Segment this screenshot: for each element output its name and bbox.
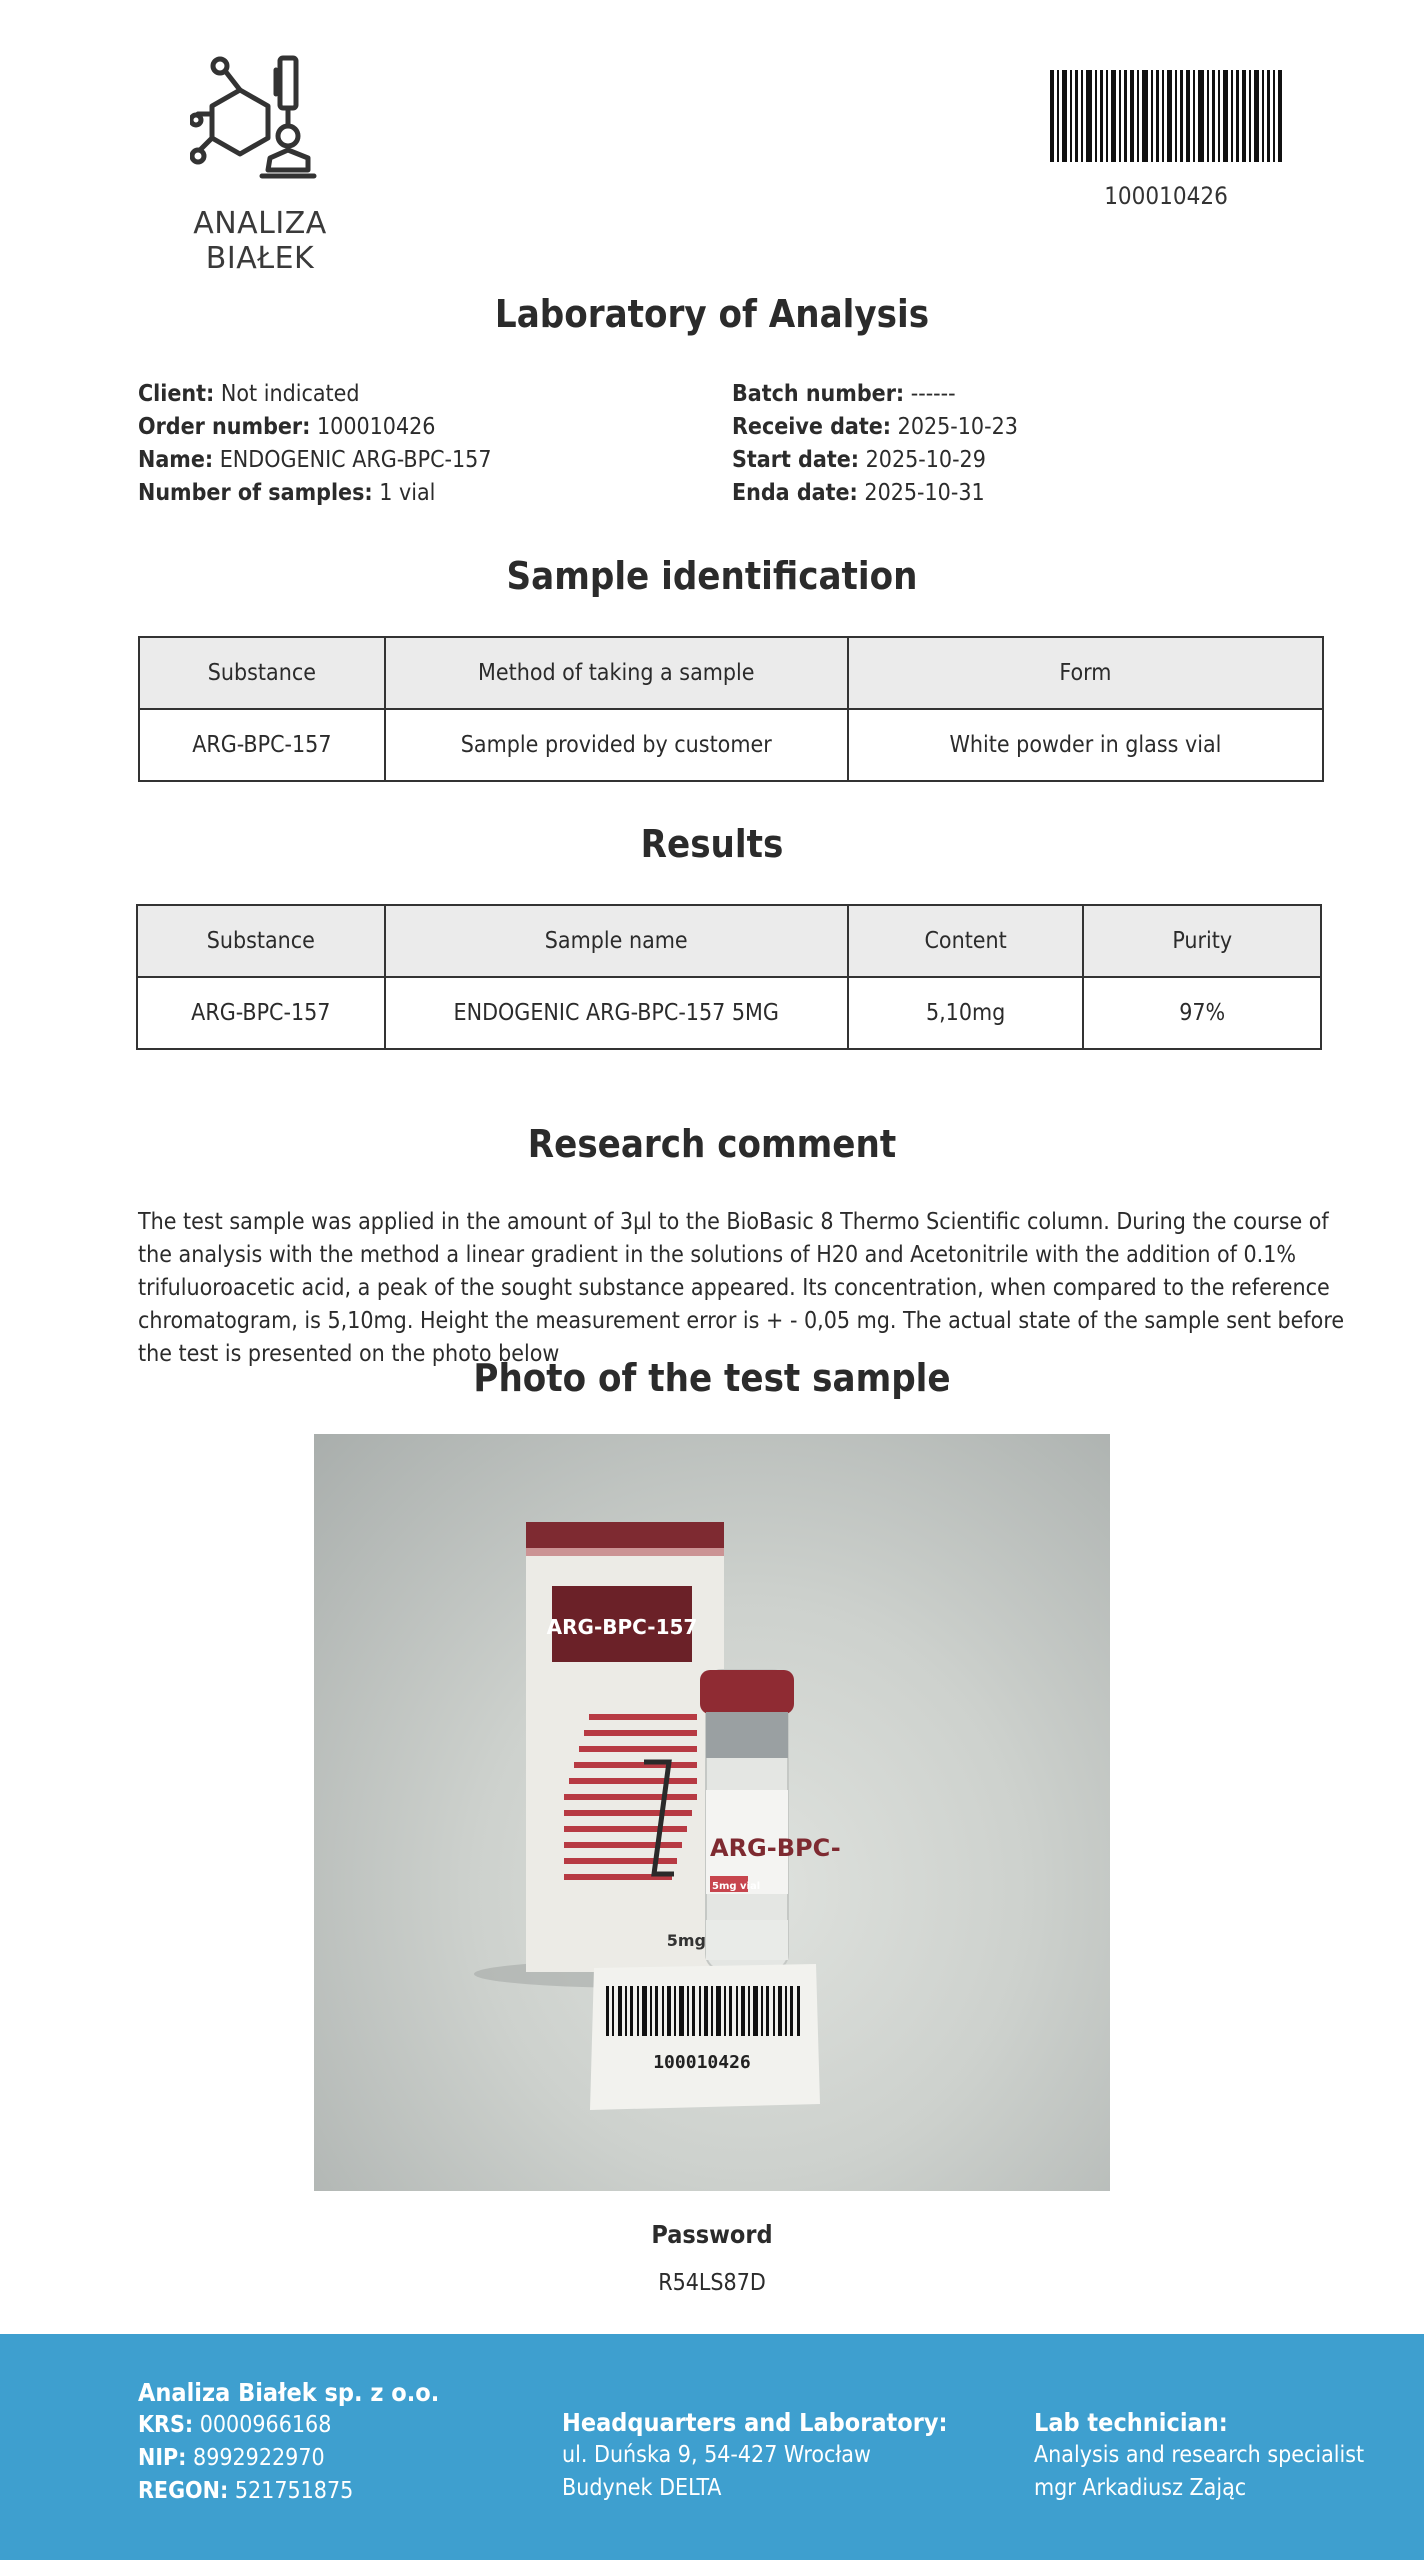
research-comment-text: The test sample was applied in the amount of 3µl to the BioBasic 8 Thermo Scientific column. During the course of the analysis with the method a linear gradient in the solutions of H20 and Acetonitrile with the addition of 0.1% trifuluoroacetic acid, a peak of the sought substance appeared. Its concentration, when compared to the reference chromatogram, is 5,10mg. Height the measurement error is + - 0,05 mg. The actual state of the sample sent before the test is presented on the photo below [138, 1209, 1345, 1367]
order-row [138, 411, 492, 444]
krs-label: KRS: [138, 2412, 194, 2438]
table-row [137, 977, 1321, 1049]
barcode-number: 100010426 [1104, 182, 1228, 210]
batch-value: ------ [910, 381, 956, 407]
box-label: ARG-BPC-157 [546, 1615, 698, 1639]
header-cell: Method of taking a sample [385, 637, 848, 709]
client-label: Client: [138, 381, 215, 407]
nip-label: NIP: [138, 2445, 187, 2471]
table-cell: ARG-BPC-157 [139, 709, 385, 781]
samples-row [138, 477, 492, 510]
header-cell: Form [848, 637, 1323, 709]
end-row [732, 477, 1018, 510]
receive-row [732, 411, 1018, 444]
order-label: Order number: [138, 414, 311, 440]
krs-value: 0000966168 [199, 2412, 332, 2438]
start-row [732, 444, 1018, 477]
batch-label: Batch number: [732, 381, 905, 407]
table-row [139, 709, 1323, 781]
end-label: Enda date: [732, 480, 858, 506]
table-header-row [139, 637, 1323, 709]
table-cell: 5,10mg [848, 977, 1084, 1049]
footer-lab-technician [1034, 2406, 1364, 2505]
molecule-microscope-icon [190, 50, 330, 190]
company-logo [140, 50, 380, 276]
table-header-row [137, 905, 1321, 977]
tech-title: Lab technician: [1034, 2408, 1228, 2437]
start-label: Start date: [732, 447, 860, 473]
header-cell: Sample name [385, 905, 848, 977]
regon-label: REGON: [138, 2478, 229, 2504]
page-title: Laboratory of Analysis [494, 292, 930, 336]
hq-title: Headquarters and Laboratory: [562, 2408, 948, 2437]
footer-headquarters [562, 2406, 947, 2505]
sample-photo-illustration [314, 1434, 1110, 2191]
order-info-left [138, 378, 492, 510]
logo-text: ANALIZA BIAŁEK [193, 206, 327, 276]
name-value: ENDOGENIC ARG-BPC-157 [219, 447, 492, 473]
receive-label: Receive date: [732, 414, 892, 440]
box-dose-label: 5mg [666, 1931, 706, 1950]
footer [0, 2334, 1424, 2560]
password-label: Password [651, 2220, 773, 2249]
order-value: 100010426 [317, 414, 436, 440]
sticker-number: 100010426 [653, 2052, 751, 2073]
header-cell: Content [848, 905, 1084, 977]
research-comment-title: Research comment [527, 1122, 897, 1166]
receive-value: 2025-10-23 [897, 414, 1018, 440]
client-row [138, 378, 492, 411]
tech-name: mgr Arkadiusz Zając [1034, 2475, 1247, 2501]
header-cell: Substance [139, 637, 385, 709]
company-name: Analiza Białek sp. z o.o. [138, 2378, 440, 2407]
hq-address-line: ul. Duńska 9, 54-427 Wrocław [562, 2442, 871, 2468]
sample-identification-table [138, 636, 1324, 782]
header-cell: Substance [137, 905, 385, 977]
footer-company [138, 2376, 439, 2508]
photo-title: Photo of the test sample [473, 1356, 951, 1400]
end-value: 2025-10-31 [864, 480, 985, 506]
vial-label: ARG-BPC- [710, 1834, 841, 1862]
table-cell: 97% [1083, 977, 1321, 1049]
vial-tag: 5mg vial [712, 1881, 761, 1892]
barcode [1050, 70, 1282, 162]
krs-row [138, 2409, 439, 2442]
name-label: Name: [138, 447, 214, 473]
name-row [138, 444, 492, 477]
sample-identification-title: Sample identification [506, 554, 918, 598]
samples-label: Number of samples: [138, 480, 373, 506]
password-value: R54LS87D [658, 2270, 766, 2296]
table-cell: ENDOGENIC ARG-BPC-157 5MG [385, 977, 848, 1049]
hq-building-line: Budynek DELTA [562, 2475, 722, 2501]
samples-value: 1 vial [379, 480, 436, 506]
start-value: 2025-10-29 [865, 447, 986, 473]
table-cell: White powder in glass vial [848, 709, 1323, 781]
client-value: Not indicated [220, 381, 360, 407]
nip-row [138, 2442, 439, 2475]
results-title: Results [640, 822, 784, 866]
table-cell: ARG-BPC-157 [137, 977, 385, 1049]
regon-value: 521751875 [234, 2478, 354, 2504]
header-cell: Purity [1083, 905, 1321, 977]
sample-photo [314, 1434, 1110, 2191]
results-table [136, 904, 1322, 1050]
regon-row [138, 2475, 439, 2508]
table-cell: Sample provided by customer [385, 709, 848, 781]
tech-role: Analysis and research specialist [1034, 2442, 1365, 2468]
nip-value: 8992922970 [193, 2445, 325, 2471]
order-info-right [732, 378, 1018, 510]
batch-row [732, 378, 1018, 411]
